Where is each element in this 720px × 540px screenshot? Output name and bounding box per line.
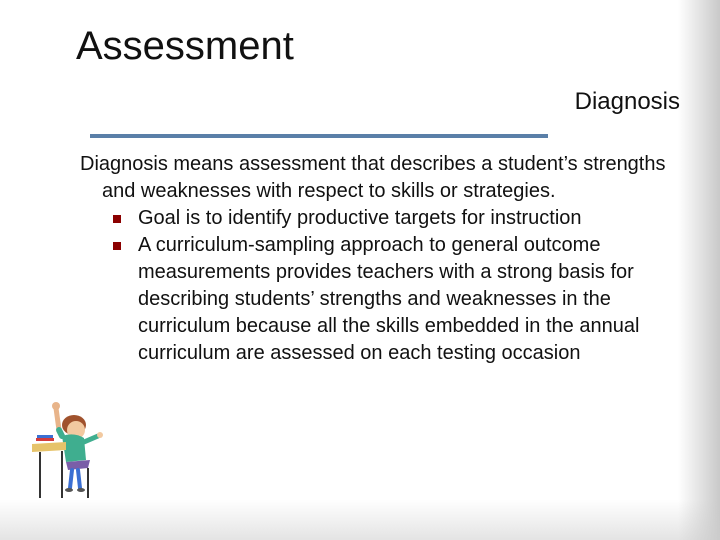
bullet-text: Goal is to identify productive targets for instruction xyxy=(138,207,582,229)
bullet-item xyxy=(138,232,702,367)
bullet-list xyxy=(80,205,702,367)
title-underline-rule xyxy=(90,134,548,138)
student-raising-hand-clipart xyxy=(26,388,110,500)
square-bullet-icon xyxy=(113,242,121,250)
intro-paragraph: Diagnosis means assessment that describes a student’s strengths and weaknesses with respect to skills or strategies. xyxy=(80,153,666,202)
bottom-gradient-band xyxy=(0,500,720,540)
bullet-item xyxy=(138,205,702,232)
bullet-text: A curriculum-sampling approach to general outcome measurements provides teachers with a strong basis for describing students’ strengths and weaknesses in the curriculum because all the skills embedded in the annual curriculum are assessed on each testing occasion xyxy=(138,234,640,364)
slide-title: Assessment xyxy=(76,24,294,68)
square-bullet-icon xyxy=(113,215,121,223)
slide-subtitle: Diagnosis xyxy=(574,88,680,115)
slide-body xyxy=(80,151,702,367)
